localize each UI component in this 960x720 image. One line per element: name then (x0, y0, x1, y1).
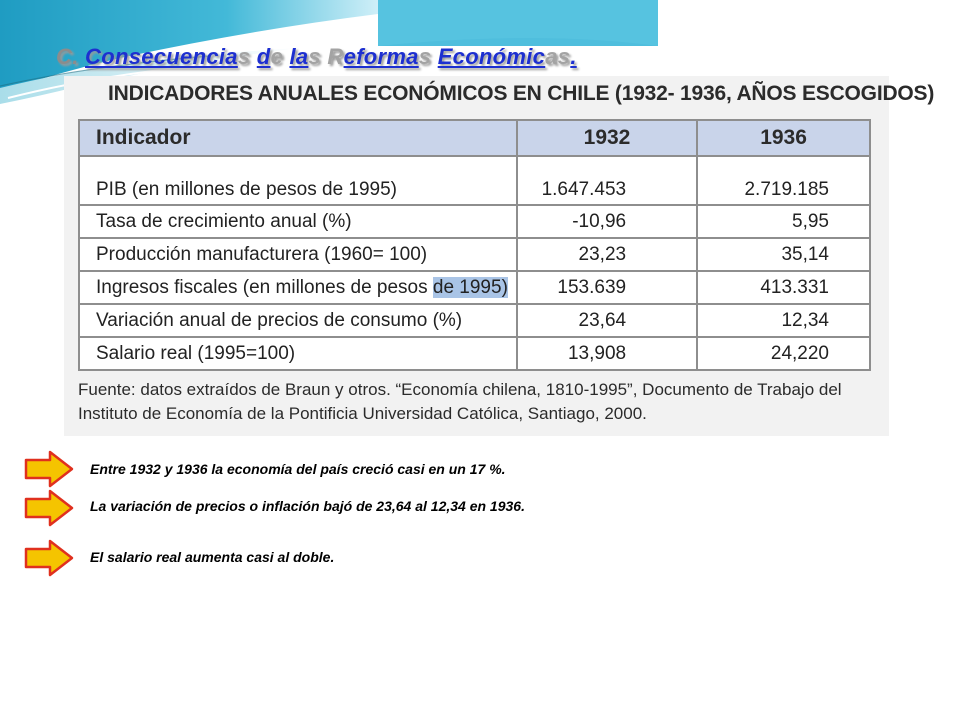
bullet-text: El salario real aumenta casi al doble. (90, 549, 335, 565)
slide-title-part: la (289, 44, 309, 69)
row-label: Producción manufacturera (1960= 100) (79, 238, 517, 271)
table-row (79, 337, 870, 370)
table-row (79, 238, 870, 271)
value-1936: 12,34 (697, 304, 870, 337)
row-label: PIB (en millones de pesos de 1995) (79, 156, 517, 205)
indicators-table (78, 119, 871, 371)
value-1932: 153.639 (517, 271, 697, 304)
arrow-right-icon (24, 539, 74, 577)
slide-title-part: s (237, 44, 257, 69)
table-title: INDICADORES ANUALES ECONÓMICOS EN CHILE (1932- 1936, AÑOS ESCOGIDOS) (108, 82, 935, 105)
value-1936: 24,220 (697, 337, 870, 370)
slide-title-part: d (256, 44, 271, 69)
slide-title-part: s (418, 44, 438, 69)
text-selection-highlight: de 1995) (432, 276, 508, 298)
row-label: Tasa de crecimiento anual (%) (79, 205, 517, 238)
row-label (79, 271, 517, 304)
value-1932: -10,96 (517, 205, 697, 238)
source-note: Fuente: datos extraídos de Braun y otros. “Economía chilena, 1810-1995”, Documento de Trabajo del Instituto de Economía de la Pontificia Universidad Católica, Santiago, 2000. (78, 380, 842, 423)
row-label-text: Ingresos fiscales (en millones de pesos (96, 276, 433, 298)
slide-title-part: . (570, 44, 577, 69)
value-1932: 23,64 (517, 304, 697, 337)
value-1932: 23,23 (517, 238, 697, 271)
slide-title-part: Consecuencia (85, 44, 238, 69)
table-row (79, 156, 870, 205)
bullet-text: Entre 1932 y 1936 la economía del país creció casi en un 17 %. (90, 461, 506, 477)
value-1936: 35,14 (697, 238, 870, 271)
slide-title-part: s R (308, 44, 344, 69)
header-indicator: Indicador (79, 120, 517, 156)
arrow-right-icon (24, 489, 74, 527)
table-row (79, 304, 870, 337)
value-1936: 2.719.185 (697, 156, 870, 205)
slide-title (56, 44, 577, 70)
table-row (79, 271, 870, 304)
slide-title-part: Económic (437, 44, 546, 69)
value-1936: 413.331 (697, 271, 870, 304)
bullet-text: La variación de precios o inflación bajó de 23,64 al 12,34 en 1936. (90, 498, 525, 514)
indicators-table-image (64, 76, 935, 436)
slide-title-part: eforma (343, 44, 419, 69)
table-header-row (79, 120, 870, 156)
header-1936: 1936 (697, 120, 870, 156)
slide-title-part: e (270, 44, 290, 69)
table-row (79, 205, 870, 238)
arrow-right-icon (24, 450, 74, 488)
value-1936: 5,95 (697, 205, 870, 238)
header-1932: 1932 (517, 120, 697, 156)
row-label: Variación anual de precios de consumo (%) (79, 304, 517, 337)
slide-title-part: as (545, 44, 571, 69)
value-1932: 13,908 (517, 337, 697, 370)
value-1932: 1.647.453 (517, 156, 697, 205)
slide-title-lead: C. (56, 44, 79, 69)
row-label: Salario real (1995=100) (79, 337, 517, 370)
